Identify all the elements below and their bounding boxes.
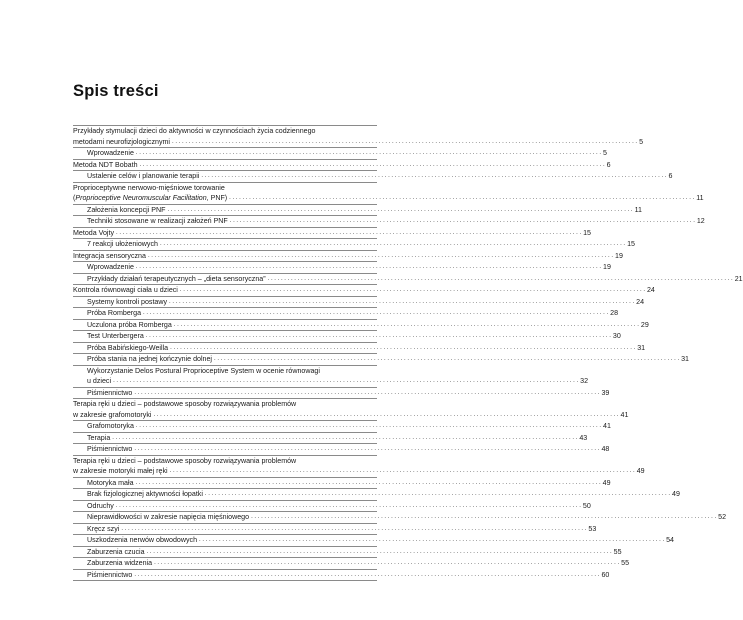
toc-entry-title: Brak fizjologicznej aktywności łopatki [87, 490, 203, 498]
toc-dot-leader [147, 546, 612, 558]
toc-entry-title: Test Unterbergera [87, 332, 144, 340]
toc-page-number: 49 [672, 490, 680, 498]
toc-page-number: 41 [603, 422, 611, 430]
page-title: Spis treści [73, 82, 159, 100]
toc-dot-leader [167, 204, 632, 216]
toc-dot-leader [134, 443, 599, 455]
toc-entry-title: Techniki stosowane w realizacji założeń PNF [87, 217, 228, 225]
toc-entry-title: Ustalenie celów i planowanie terapii [87, 172, 200, 180]
toc-dot-leader [251, 511, 716, 523]
toc-entry-title: Uczulona próba Romberga [87, 320, 172, 329]
toc-page-number: 21 [734, 274, 743, 283]
toc-dot-leader [134, 569, 599, 581]
toc-dot-leader [169, 296, 634, 308]
toc-dot-leader [140, 159, 605, 171]
toc-section-line [73, 171, 673, 183]
toc-entry-title: Zaburzenia czucia [87, 547, 145, 556]
toc-entry-title: 7 reakcji ułożeniowych [87, 240, 158, 248]
toc-page-number: 55 [621, 559, 630, 567]
toc-dot-leader [136, 261, 601, 273]
toc-entry-title: Grafomotoryka [87, 422, 134, 430]
toc-dot-leader [201, 170, 666, 182]
toc-dot-leader [172, 136, 637, 148]
toc-dot-leader [214, 353, 679, 365]
toc-dot-leader [143, 307, 608, 319]
toc-dot-leader [205, 488, 670, 500]
toc-page-number: 39 [601, 388, 610, 397]
toc-page-number: 50 [582, 501, 591, 510]
toc-page-number: 24 [636, 297, 645, 306]
toc-dot-leader [136, 420, 601, 432]
toc-entry-title: Proprioceptywne nerwowo-mięśniowe torowanie [73, 183, 225, 192]
toc-section-line [73, 354, 689, 366]
toc-entry-title: Próba Romberga [87, 309, 142, 317]
toc-entry-title: metodami neurofizjologicznymi [73, 137, 170, 146]
toc-dot-leader [136, 477, 601, 489]
toc-page-number: 5 [603, 149, 607, 157]
toc-entry-title: Terapia ręki u dzieci – podstawowe sposoby rozwiązywania problemów [73, 400, 297, 408]
toc-section-line [73, 444, 610, 456]
toc-dot-leader [112, 432, 577, 444]
toc-entry-title: w zakresie motoryki małej ręki [73, 467, 168, 475]
toc-entry-title: Wprowadzenie [87, 263, 134, 271]
toc-page-number: 53 [588, 524, 597, 533]
toc-page-number: 6 [668, 172, 673, 180]
toc-entry-title: Odruchy [87, 501, 114, 510]
toc-dot-leader [230, 215, 695, 227]
toc-entry-title: u dzieci [87, 377, 112, 385]
toc-dot-leader [229, 192, 694, 204]
toc-dot-leader [121, 523, 586, 535]
toc-section-line [73, 570, 610, 582]
toc-page-number: 15 [583, 228, 591, 237]
toc-entry-title: Kręcz szyi [87, 524, 120, 533]
toc-page-number: 30 [612, 332, 621, 340]
toc-page-number: 12 [696, 217, 705, 225]
toc-page-number: 32 [580, 377, 589, 385]
toc-page-number: 24 [646, 286, 655, 294]
toc-page-number: 19 [603, 263, 611, 271]
toc-entry-title: Metoda Vojty [73, 228, 115, 237]
toc-page-number: 31 [637, 343, 646, 352]
toc-entry-title: Przykłady działań terapeutycznych – „dieta sensoryczna” [87, 274, 266, 283]
toc-entry-title: Uszkodzenia nerwów obwodowych [87, 536, 198, 544]
toc-dot-leader [180, 284, 645, 296]
toc-dot-leader [174, 319, 639, 331]
toc-dot-leader [116, 227, 581, 239]
toc-page-number: 31 [681, 355, 689, 363]
toc-entry-title: Przykłady stymulacji dzieci do aktywności w czynnościach życia codziennego [73, 127, 316, 135]
toc-entry-title: Próba Babińskiego-Weilla [87, 343, 169, 352]
toc-dot-leader [268, 273, 733, 285]
toc-page-number: 48 [601, 445, 610, 453]
toc-page-number: 41 [620, 410, 629, 419]
toc-section-line [73, 388, 610, 400]
toc-entry-title: Zaburzenia widzenia [87, 559, 153, 567]
toc-entry-title: w zakresie grafomotoryki [73, 410, 152, 419]
toc-page-number: 55 [613, 547, 622, 556]
toc-dot-leader [160, 238, 625, 250]
toc-page-number: 5 [639, 137, 644, 146]
toc-dot-leader [199, 534, 664, 546]
toc-entry-title: Wykorzystanie Delos Postural Proprioceptive System w ocenie równowagi [87, 366, 320, 375]
toc-dot-leader [154, 557, 619, 569]
toc-page-number: 19 [615, 251, 623, 260]
toc-entry-title: Wprowadzenie [87, 149, 134, 157]
toc-page-number: 11 [634, 205, 642, 214]
toc-page-number: 15 [627, 240, 635, 248]
toc-entry-title: Założenia koncepcji PNF [87, 205, 166, 214]
toc-page-number: 49 [602, 478, 611, 487]
toc-entry-title: Piśmiennictwo [87, 445, 133, 453]
toc-entry-title: Kontrola równowagi ciała u dzieci [73, 286, 178, 294]
toc-page-number: 49 [636, 467, 645, 475]
toc-entry-title: Piśmiennictwo [87, 388, 133, 397]
toc-dot-leader [116, 500, 581, 512]
toc-dot-leader [170, 465, 635, 477]
toc-page-number: 11 [696, 194, 704, 202]
toc-entry-title: Nieprawidłowości w zakresie napięcia mięśniowego [87, 513, 250, 521]
toc-entry-title: (Proprioceptive Neuromuscular Facilitation, PNF) [73, 194, 228, 202]
toc-page-number: 52 [718, 513, 727, 521]
toc-dot-leader [170, 342, 635, 354]
toc-entry-title: Systemy kontroli postawy [87, 297, 168, 306]
toc-entry-title: Piśmiennictwo [87, 570, 133, 579]
toc-entry-title: Motoryka mała [87, 478, 134, 487]
toc-dot-leader [148, 250, 613, 262]
toc-dot-leader [134, 387, 599, 399]
toc-dot-leader [113, 375, 578, 387]
table-of-contents [73, 125, 743, 581]
toc-entry-title: Integracja sensoryczna [73, 251, 146, 260]
toc-page-number: 29 [640, 320, 649, 329]
toc-entry-title: Metoda NDT Bobath [73, 160, 138, 169]
toc-page-number: 28 [610, 309, 619, 317]
toc-entry-title: Próba stania na jednej kończynie dolnej [87, 355, 213, 363]
toc-entry-title: Terapia ręki u dzieci – podstawowe sposoby rozwiązywania problemów [73, 456, 297, 465]
toc-dot-leader [153, 409, 618, 421]
toc-page-number: 54 [666, 536, 674, 544]
toc-page-number: 60 [601, 570, 610, 579]
toc-dot-leader [136, 147, 601, 159]
toc-entry-title: Terapia [87, 433, 111, 442]
toc-page-number: 43 [579, 433, 588, 442]
toc-dot-leader [146, 330, 611, 342]
toc-page-number: 6 [606, 160, 611, 169]
